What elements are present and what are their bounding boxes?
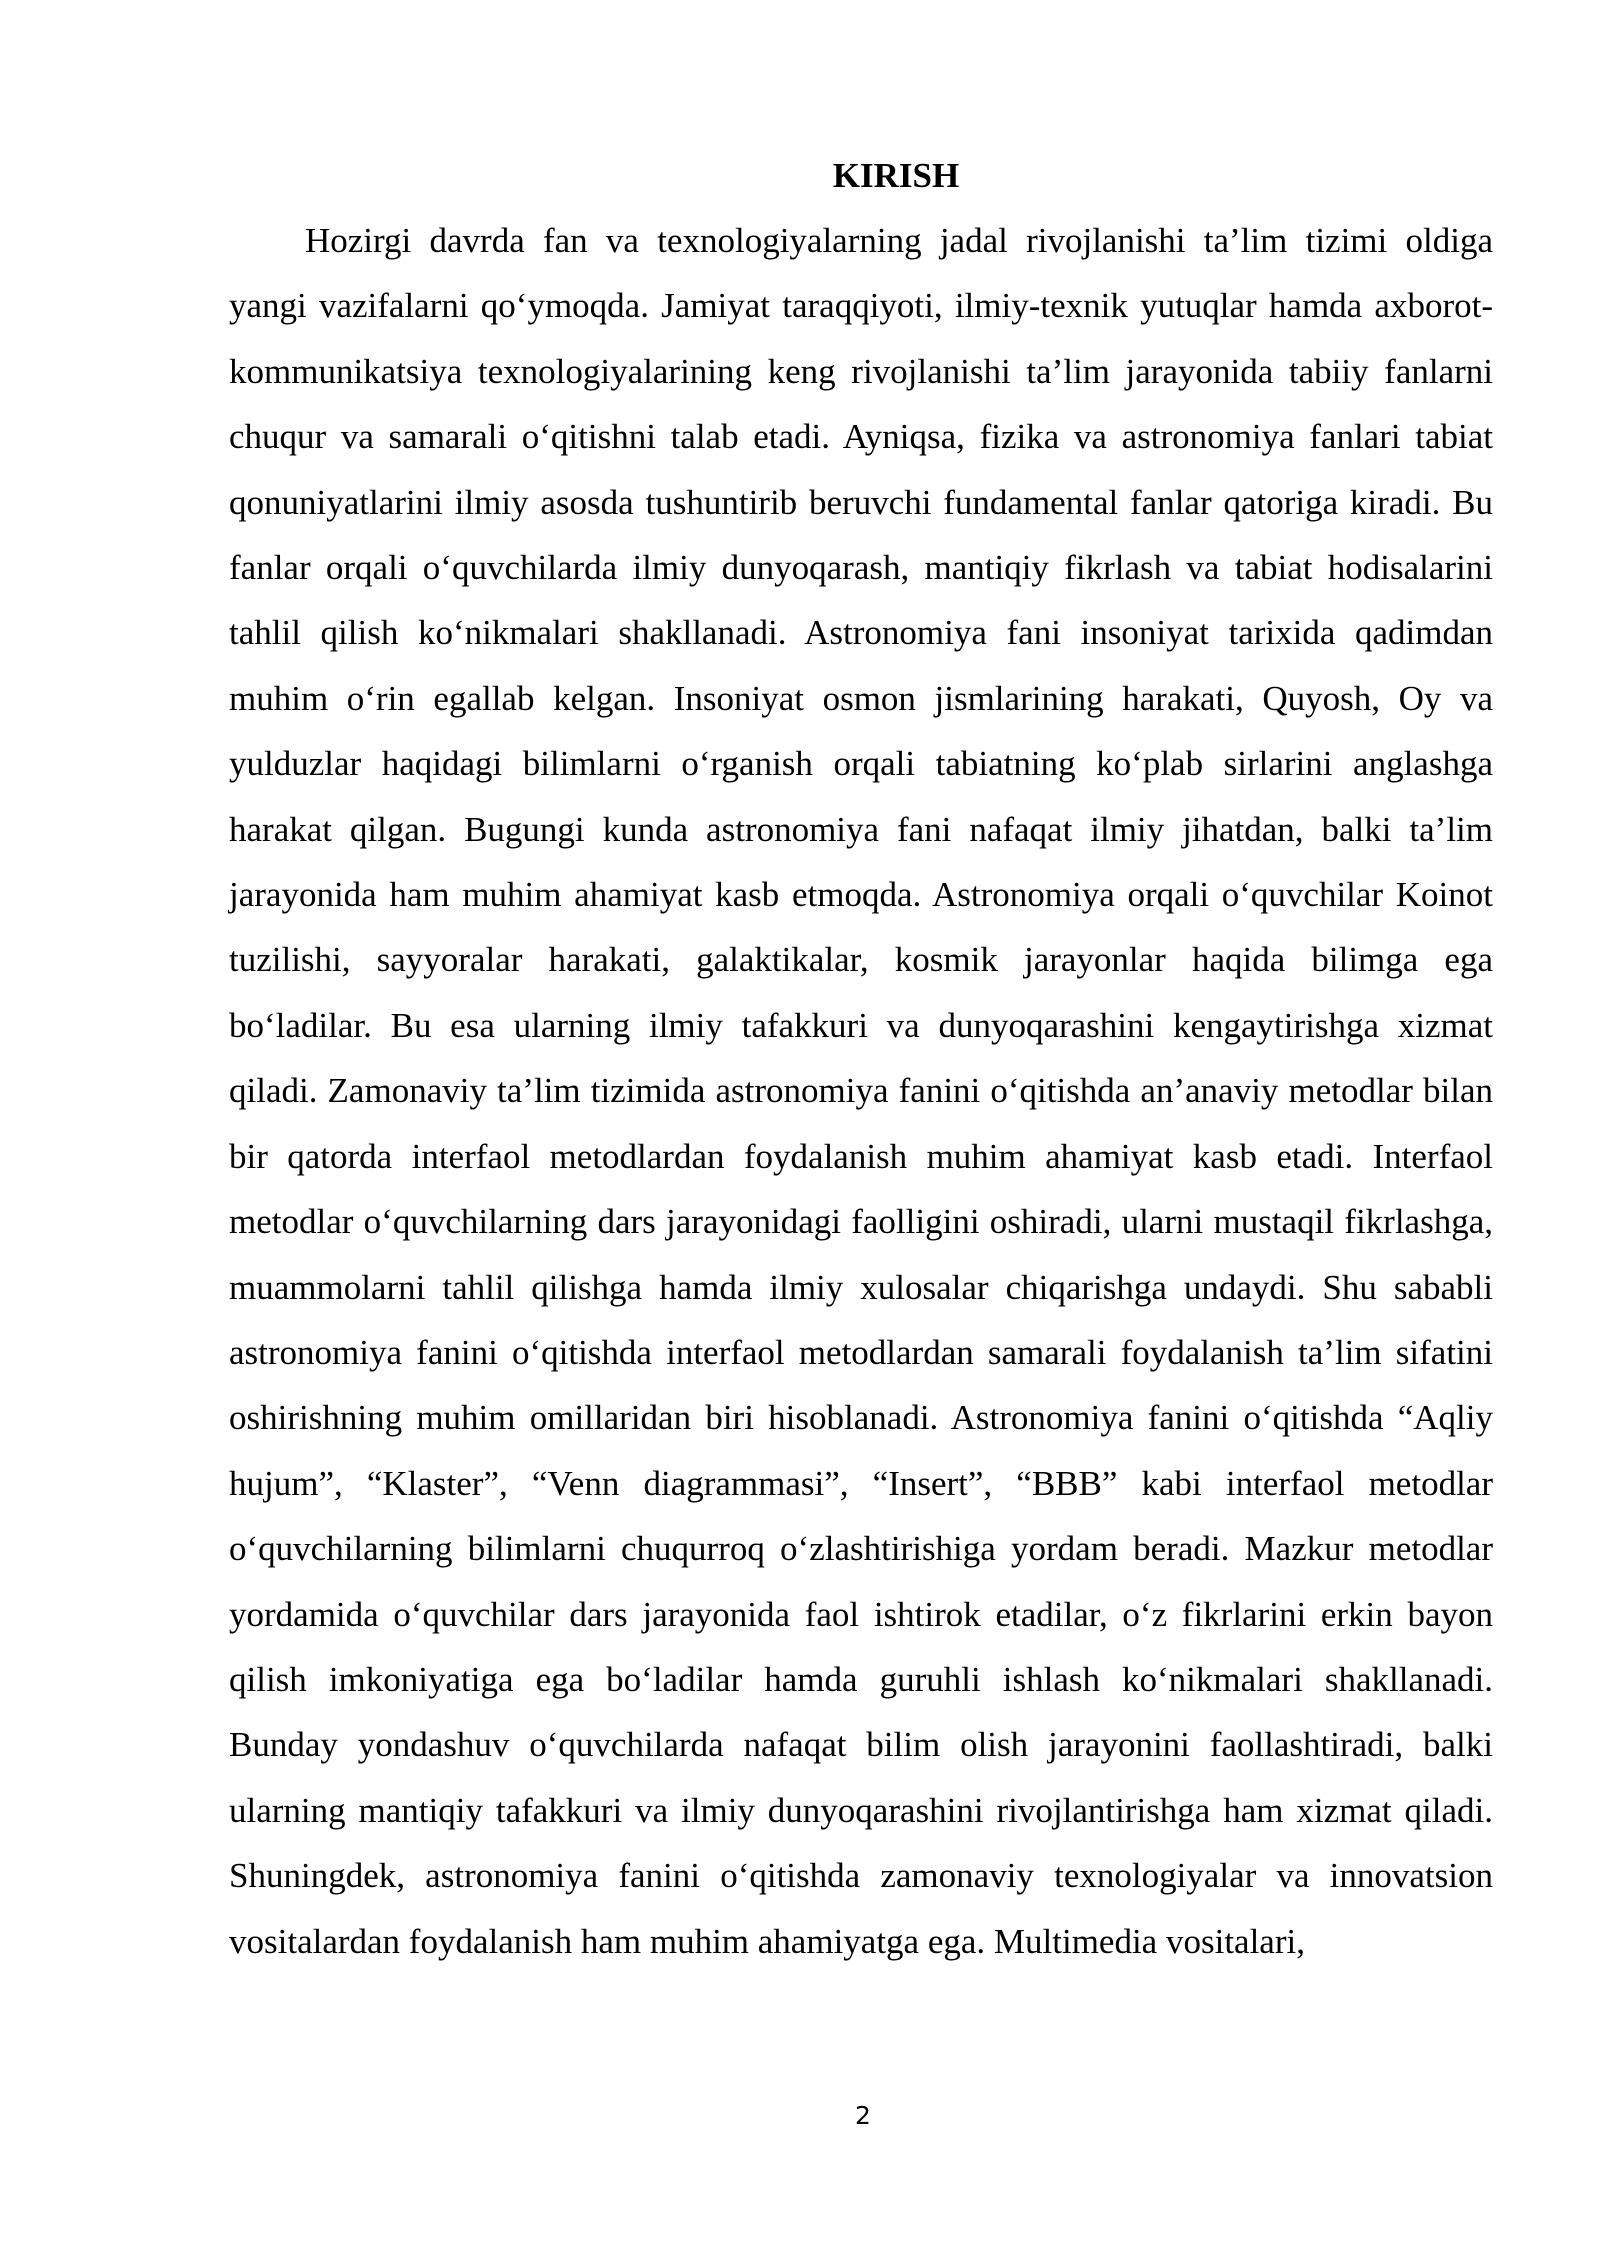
body-paragraph: Hozirgi davrda fan va texnologiyalarning jadal rivojlanishi ta’lim tizimi oldiga yangi vazifalarni qo‘ymoqda. Jamiyat taraqqiyoti, ilmiy-texnik yutuqlar hamda axborot-kommunikatsiya texnologiyalarining keng rivojlanishi ta’lim jarayonida tabiiy fanlarni chuqur va samarali o‘qitishni talab etadi. Ayniqsa, fizika va astronomiya fanlari tabiat qonuniyatlarini ilmiy asosda tushuntirib beruvchi fundamental fanlar qatoriga kiradi. Bu fanlar orqali o‘quvchilarda ilmiy dunyoqarash, mantiqiy fikrlash va tabiat hodisalarini tahlil qilish ko‘nikmalari shakllanadi. Astronomiya fani insoniyat tarixida qadimdan muhim o‘rin egallab kelgan. Insoniyat osmon jismlarining harakati, Quyosh, Oy va yulduzlar haqidagi bilimlarni o‘rganish orqali tabiatning ko‘plab sirlarini anglashga harakat qilgan. Bugungi kunda astronomiya fani nafaqat ilmiy jihatdan, balki ta’lim jarayonida ham muhim ahamiyat kasb etmoqda. Astronomiya orqali o‘quvchilar Koinot tuzilishi, sayyoralar harakati, galaktikalar, kosmik jarayonlar haqida bilimga ega bo‘ladilar. Bu esa ularning ilmiy tafakkuri va dunyoqarashini kengaytirishga xizmat qiladi. Zamonaviy ta’lim tizimida astronomiya fanini o‘qitishda an’anaviy metodlar bilan bir qatorda interfaol metodlardan foydalanish muhim ahamiyat kasb etadi. Interfaol metodlar o‘quvchilarning dars jarayonidagi faolligini oshiradi, ularni mustaqil fikrlashga, muammolarni tahlil qilishga hamda ilmiy xulosalar chiqarishga undaydi. Shu sababli astronomiya fanini o‘qitishda interfaol metodlardan samarali foydalanish ta’lim sifatini oshirishning muhim omillaridan biri hisoblanadi. Astronomiya fanini o‘qitishda “Aqliy hujum”, “Klaster”, “Venn diagrammasi”, “Insert”, “BBB” kabi interfaol metodlar o‘quvchilarning bilimlarni chuqurroq o‘zlashtirishiga yordam beradi. Mazkur metodlar yordamida o‘quvchilar dars jarayonida faol ishtirok etadilar, o‘z fikrlarini erkin bayon qilish imkoniyatiga ega bo‘ladilar hamda guruhli ishlash ko‘nikmalari shakllanadi. Bunday yondashuv o‘quvchilarda nafaqat bilim olish jarayonini faollashtiradi, balki ularning mantiqiy tafakkuri va ilmiy dunyoqarashini rivojlantirishga ham xizmat qiladi. Shuningdek, astronomiya fanini o‘qitishda zamonaviy texnologiyalar va innovatsion vositalardan foydalanish ham muhim ahamiyatga ega. Multimedia vositalari, bbox=[229, 221, 1493, 1961]
section-title: KIRISH bbox=[832, 156, 960, 195]
page-number: 2 bbox=[855, 2101, 871, 2130]
